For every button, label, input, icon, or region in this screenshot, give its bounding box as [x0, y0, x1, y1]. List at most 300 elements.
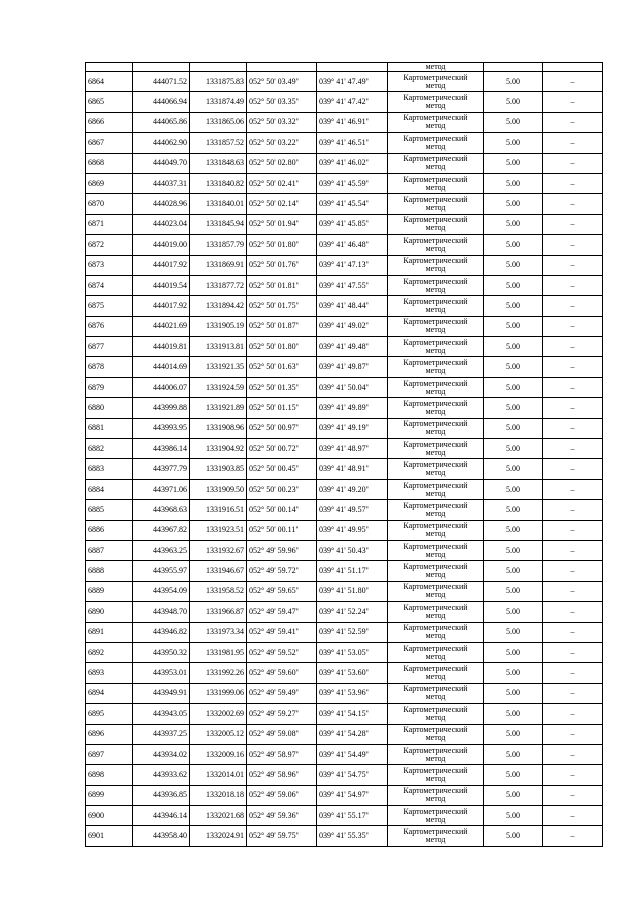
x-coordinate-cell: 443953.01 — [133, 663, 190, 683]
cell-empty — [317, 63, 388, 72]
cell-empty — [484, 63, 543, 72]
y-coordinate-cell: 1331869.91 — [190, 255, 247, 275]
note-cell: – — [543, 337, 603, 357]
accuracy-cell: 5.00 — [484, 398, 543, 418]
method-line-2: метод — [425, 794, 446, 804]
accuracy-cell: 5.00 — [484, 704, 543, 724]
method-line-1: Картометрический — [403, 358, 468, 368]
x-coordinate-cell: 444037.31 — [133, 173, 190, 193]
accuracy-cell: 5.00 — [484, 561, 543, 581]
x-coordinate-cell: 444014.69 — [133, 357, 190, 377]
accuracy-cell: 5.00 — [484, 540, 543, 560]
method-line-1: Картометрический — [403, 623, 468, 633]
table-row — [86, 704, 603, 724]
longitude-cell: 039° 41' 45.59" — [317, 173, 388, 193]
method-line-1: Картометрический — [403, 500, 468, 510]
x-coordinate-cell: 444028.96 — [133, 194, 190, 214]
method-line-2: метод — [425, 733, 446, 743]
x-coordinate-cell: 444019.54 — [133, 275, 190, 295]
method-line-2: метод — [425, 427, 446, 437]
x-coordinate-cell: 444049.70 — [133, 153, 190, 173]
accuracy-cell: 5.00 — [484, 316, 543, 336]
method-line-2: метод — [425, 325, 446, 335]
accuracy-cell: 5.00 — [484, 194, 543, 214]
method-cell — [388, 500, 484, 520]
method-line-1: Картометрический — [403, 725, 468, 735]
method-line-1: Картометрический — [403, 296, 468, 306]
y-coordinate-cell: 1331877.72 — [190, 275, 247, 295]
latitude-cell: 052° 50' 01.80" — [247, 235, 317, 255]
table-row — [86, 296, 603, 316]
y-coordinate-cell: 1331857.52 — [190, 133, 247, 153]
x-coordinate-cell: 443950.32 — [133, 642, 190, 662]
latitude-cell: 052° 50' 00.14" — [247, 500, 317, 520]
cell-empty — [543, 63, 603, 72]
method-line-1: Картометрический — [403, 786, 468, 796]
latitude-cell: 052° 49' 59.52" — [247, 642, 317, 662]
table-row — [86, 377, 603, 397]
note-cell: – — [543, 581, 603, 601]
y-coordinate-cell: 1331958.52 — [190, 581, 247, 601]
point-number-cell: 6878 — [86, 357, 133, 377]
method-line-1: Картометрический — [403, 398, 468, 408]
method-line-1: Картометрический — [403, 582, 468, 592]
method-line-2: метод — [425, 345, 446, 355]
method-line-2: метод — [425, 304, 446, 314]
y-coordinate-cell: 1332014.01 — [190, 765, 247, 785]
method-line-2: метод — [425, 651, 446, 661]
method-line-1: Картометрический — [403, 419, 468, 429]
method-line-2: метод — [425, 162, 446, 172]
longitude-cell: 039° 41' 47.55" — [317, 275, 388, 295]
accuracy-cell: 5.00 — [484, 744, 543, 764]
point-number-cell: 6889 — [86, 581, 133, 601]
point-number-cell: 6866 — [86, 112, 133, 132]
point-number-cell: 6869 — [86, 173, 133, 193]
method-line-2: метод — [425, 406, 446, 416]
y-coordinate-cell: 1332002.69 — [190, 704, 247, 724]
method-line-2: метод — [425, 101, 446, 111]
method-line-2: метод — [425, 203, 446, 213]
latitude-cell: 052° 50' 02.14" — [247, 194, 317, 214]
accuracy-cell: 5.00 — [484, 173, 543, 193]
method-cell — [388, 724, 484, 744]
longitude-cell: 039° 41' 55.17" — [317, 806, 388, 826]
y-coordinate-cell: 1331999.06 — [190, 683, 247, 703]
longitude-cell: 039° 41' 47.49" — [317, 72, 388, 92]
method-line-2: метод — [425, 814, 446, 824]
method-line-1: Картометрический — [403, 174, 468, 184]
x-coordinate-cell: 443963.25 — [133, 540, 190, 560]
method-line-2: метод — [425, 264, 446, 274]
longitude-cell: 039° 41' 45.54" — [317, 194, 388, 214]
note-cell: – — [543, 642, 603, 662]
x-coordinate-cell: 444066.94 — [133, 92, 190, 112]
x-coordinate-cell: 443955.97 — [133, 561, 190, 581]
accuracy-cell: 5.00 — [484, 479, 543, 499]
method-line-2: метод — [425, 753, 446, 763]
table-row — [86, 561, 603, 581]
point-number-cell: 6886 — [86, 520, 133, 540]
latitude-cell: 052° 49' 59.49" — [247, 683, 317, 703]
method-line-2: метод — [425, 243, 446, 253]
latitude-cell: 052° 49' 59.08" — [247, 724, 317, 744]
table-row — [86, 826, 603, 846]
longitude-cell: 039° 41' 48.91" — [317, 459, 388, 479]
y-coordinate-cell: 1331905.19 — [190, 316, 247, 336]
method-line-1: Картометрический — [403, 215, 468, 225]
x-coordinate-cell: 444019.00 — [133, 235, 190, 255]
method-cell — [388, 357, 484, 377]
longitude-cell: 039° 41' 49.02" — [317, 316, 388, 336]
latitude-cell: 052° 49' 59.96" — [247, 540, 317, 560]
point-number-cell: 6891 — [86, 622, 133, 642]
table-row — [86, 642, 603, 662]
method-line-2: метод — [425, 570, 446, 580]
table-row — [86, 683, 603, 703]
method-line-2: метод — [425, 610, 446, 620]
continuation-method-cell: метод — [388, 63, 484, 72]
table-row — [86, 581, 603, 601]
longitude-cell: 039° 41' 49.95" — [317, 520, 388, 540]
method-line-1: Картометрический — [403, 541, 468, 551]
method-cell — [388, 418, 484, 438]
table-row — [86, 500, 603, 520]
note-cell: – — [543, 255, 603, 275]
x-coordinate-cell: 443971.06 — [133, 479, 190, 499]
point-number-cell: 6899 — [86, 785, 133, 805]
note-cell: – — [543, 418, 603, 438]
x-coordinate-cell: 444021.69 — [133, 316, 190, 336]
latitude-cell: 052° 50' 01.81" — [247, 275, 317, 295]
y-coordinate-cell: 1331992.26 — [190, 663, 247, 683]
method-cell — [388, 214, 484, 234]
y-coordinate-cell: 1331916.51 — [190, 500, 247, 520]
table-row — [86, 316, 603, 336]
method-cell — [388, 561, 484, 581]
y-coordinate-cell: 1331894.42 — [190, 296, 247, 316]
x-coordinate-cell: 443986.14 — [133, 439, 190, 459]
accuracy-cell: 5.00 — [484, 133, 543, 153]
latitude-cell: 052° 49' 59.72" — [247, 561, 317, 581]
note-cell: – — [543, 540, 603, 560]
note-cell: – — [543, 479, 603, 499]
point-number-cell: 6896 — [86, 724, 133, 744]
y-coordinate-cell: 1331874.49 — [190, 92, 247, 112]
latitude-cell: 052° 50' 01.75" — [247, 296, 317, 316]
method-line-1: Картометрический — [403, 806, 468, 816]
cell-empty — [190, 63, 247, 72]
note-cell: – — [543, 153, 603, 173]
method-line-1: Картометрический — [403, 195, 468, 205]
method-cell — [388, 316, 484, 336]
latitude-cell: 052° 50' 03.22" — [247, 133, 317, 153]
longitude-cell: 039° 41' 54.75" — [317, 765, 388, 785]
method-line-1: Картометрический — [403, 765, 468, 775]
latitude-cell: 052° 49' 59.27" — [247, 704, 317, 724]
note-cell: – — [543, 439, 603, 459]
table-row — [86, 806, 603, 826]
table-row — [86, 235, 603, 255]
table-row — [86, 744, 603, 764]
table-row — [86, 133, 603, 153]
method-cell — [388, 744, 484, 764]
note-cell: – — [543, 173, 603, 193]
longitude-cell: 039° 41' 54.49" — [317, 744, 388, 764]
point-number-cell: 6898 — [86, 765, 133, 785]
accuracy-cell: 5.00 — [484, 581, 543, 601]
table-row — [86, 765, 603, 785]
table-row — [86, 520, 603, 540]
table-row — [86, 255, 603, 275]
y-coordinate-cell: 1331904.92 — [190, 439, 247, 459]
method-cell — [388, 72, 484, 92]
x-coordinate-cell: 443999.88 — [133, 398, 190, 418]
coordinates-table — [85, 62, 603, 847]
longitude-cell: 039° 41' 53.05" — [317, 642, 388, 662]
method-cell — [388, 622, 484, 642]
x-coordinate-cell: 444006.07 — [133, 377, 190, 397]
method-cell — [388, 296, 484, 316]
point-number-cell: 6881 — [86, 418, 133, 438]
note-cell: – — [543, 500, 603, 520]
longitude-cell: 039° 41' 48.97" — [317, 439, 388, 459]
longitude-cell: 039° 41' 50.04" — [317, 377, 388, 397]
method-cell — [388, 459, 484, 479]
accuracy-cell: 5.00 — [484, 275, 543, 295]
y-coordinate-cell: 1331840.82 — [190, 173, 247, 193]
note-cell: – — [543, 316, 603, 336]
y-coordinate-cell: 1331973.34 — [190, 622, 247, 642]
x-coordinate-cell: 443936.85 — [133, 785, 190, 805]
note-cell: – — [543, 133, 603, 153]
x-coordinate-cell: 444065.86 — [133, 112, 190, 132]
table-row — [86, 663, 603, 683]
longitude-cell: 039° 41' 49.20" — [317, 479, 388, 499]
table-row — [86, 357, 603, 377]
method-cell — [388, 806, 484, 826]
latitude-cell: 052° 50' 00.72" — [247, 439, 317, 459]
accuracy-cell: 5.00 — [484, 357, 543, 377]
method-line-1: Картометрический — [403, 235, 468, 245]
note-cell: – — [543, 357, 603, 377]
method-cell — [388, 92, 484, 112]
method-line-2: метод — [425, 366, 446, 376]
point-number-cell: 6867 — [86, 133, 133, 153]
table-row — [86, 275, 603, 295]
method-cell — [388, 377, 484, 397]
accuracy-cell: 5.00 — [484, 92, 543, 112]
point-number-cell: 6874 — [86, 275, 133, 295]
accuracy-cell: 5.00 — [484, 826, 543, 846]
y-coordinate-cell: 1331923.51 — [190, 520, 247, 540]
point-number-cell: 6894 — [86, 683, 133, 703]
method-cell — [388, 398, 484, 418]
point-number-cell: 6884 — [86, 479, 133, 499]
latitude-cell: 052° 49' 58.97" — [247, 744, 317, 764]
point-number-cell: 6895 — [86, 704, 133, 724]
method-cell — [388, 540, 484, 560]
x-coordinate-cell: 443946.82 — [133, 622, 190, 642]
method-line-1: Картометрический — [403, 276, 468, 286]
y-coordinate-cell: 1331857.79 — [190, 235, 247, 255]
method-line-1: Картометрический — [403, 113, 468, 123]
y-coordinate-cell: 1331913.81 — [190, 337, 247, 357]
longitude-cell: 039° 41' 53.96" — [317, 683, 388, 703]
table-row — [86, 173, 603, 193]
point-number-cell: 6875 — [86, 296, 133, 316]
accuracy-cell: 5.00 — [484, 602, 543, 622]
method-cell — [388, 133, 484, 153]
method-line-2: метод — [425, 631, 446, 641]
latitude-cell: 052° 50' 01.94" — [247, 214, 317, 234]
y-coordinate-cell: 1331909.50 — [190, 479, 247, 499]
x-coordinate-cell: 443993.95 — [133, 418, 190, 438]
cell-empty — [133, 63, 190, 72]
method-cell — [388, 520, 484, 540]
point-number-cell: 6876 — [86, 316, 133, 336]
note-cell: – — [543, 683, 603, 703]
method-line-2: метод — [425, 672, 446, 682]
point-number-cell: 6888 — [86, 561, 133, 581]
longitude-cell: 039° 41' 47.42" — [317, 92, 388, 112]
x-coordinate-cell: 444019.81 — [133, 337, 190, 357]
longitude-cell: 039° 41' 54.28" — [317, 724, 388, 744]
method-line-1: Картометрический — [403, 827, 468, 837]
y-coordinate-cell: 1332021.68 — [190, 806, 247, 826]
table-row — [86, 602, 603, 622]
accuracy-cell: 5.00 — [484, 724, 543, 744]
x-coordinate-cell: 444071.52 — [133, 72, 190, 92]
latitude-cell: 052° 50' 00.11" — [247, 520, 317, 540]
accuracy-cell: 5.00 — [484, 459, 543, 479]
cell-empty — [86, 63, 133, 72]
y-coordinate-cell: 1331966.87 — [190, 602, 247, 622]
method-line-1: Картометрический — [403, 664, 468, 674]
y-coordinate-cell: 1331848.63 — [190, 153, 247, 173]
longitude-cell: 039° 41' 46.51" — [317, 133, 388, 153]
note-cell: – — [543, 704, 603, 724]
x-coordinate-cell: 443946.14 — [133, 806, 190, 826]
longitude-cell: 039° 41' 48.44" — [317, 296, 388, 316]
table-row — [86, 112, 603, 132]
table-row — [86, 459, 603, 479]
method-line-2: метод — [425, 121, 446, 131]
table-row — [86, 439, 603, 459]
note-cell: – — [543, 622, 603, 642]
table-row — [86, 337, 603, 357]
longitude-cell: 039° 41' 52.24" — [317, 602, 388, 622]
point-number-cell: 6868 — [86, 153, 133, 173]
method-line-2: метод — [425, 549, 446, 559]
x-coordinate-cell: 443954.09 — [133, 581, 190, 601]
point-number-cell: 6900 — [86, 806, 133, 826]
latitude-cell: 052° 49' 59.65" — [247, 581, 317, 601]
longitude-cell: 039° 41' 49.19" — [317, 418, 388, 438]
method-line-2: метод — [425, 468, 446, 478]
accuracy-cell: 5.00 — [484, 214, 543, 234]
longitude-cell: 039° 41' 46.91" — [317, 112, 388, 132]
accuracy-cell: 5.00 — [484, 642, 543, 662]
latitude-cell: 052° 50' 02.41" — [247, 173, 317, 193]
method-cell — [388, 194, 484, 214]
method-cell — [388, 255, 484, 275]
table-row — [86, 214, 603, 234]
latitude-cell: 052° 50' 01.80" — [247, 337, 317, 357]
accuracy-cell: 5.00 — [484, 622, 543, 642]
latitude-cell: 052° 50' 00.23" — [247, 479, 317, 499]
method-line-1: Картометрический — [403, 337, 468, 347]
accuracy-cell: 5.00 — [484, 806, 543, 826]
x-coordinate-cell: 444062.90 — [133, 133, 190, 153]
method-line-1: Картометрический — [403, 602, 468, 612]
longitude-cell: 039° 41' 54.15" — [317, 704, 388, 724]
method-line-2: метод — [425, 141, 446, 151]
longitude-cell: 039° 41' 53.60" — [317, 663, 388, 683]
longitude-cell: 039° 41' 49.87" — [317, 357, 388, 377]
y-coordinate-cell: 1331845.94 — [190, 214, 247, 234]
y-coordinate-cell: 1331932.67 — [190, 540, 247, 560]
note-cell: – — [543, 235, 603, 255]
note-cell: – — [543, 724, 603, 744]
method-line-1: Картометрический — [403, 154, 468, 164]
x-coordinate-cell: 443933.62 — [133, 765, 190, 785]
method-line-1: Картометрический — [403, 133, 468, 143]
method-line-1: Картометрический — [403, 643, 468, 653]
point-number-cell: 6897 — [86, 744, 133, 764]
y-coordinate-cell: 1332018.18 — [190, 785, 247, 805]
point-number-cell: 6873 — [86, 255, 133, 275]
table-row — [86, 724, 603, 744]
x-coordinate-cell: 444017.92 — [133, 296, 190, 316]
x-coordinate-cell: 444023.04 — [133, 214, 190, 234]
note-cell: – — [543, 663, 603, 683]
method-line-2: метод — [425, 182, 446, 192]
x-coordinate-cell: 443943.05 — [133, 704, 190, 724]
table-row — [86, 194, 603, 214]
x-coordinate-cell: 444017.92 — [133, 255, 190, 275]
point-number-cell: 6892 — [86, 642, 133, 662]
method-line-2: метод — [425, 284, 446, 294]
x-coordinate-cell: 443958.40 — [133, 826, 190, 846]
method-line-1: Картометрический — [403, 745, 468, 755]
method-line-1: Картометрический — [403, 521, 468, 531]
y-coordinate-cell: 1331924.59 — [190, 377, 247, 397]
table-row — [86, 540, 603, 560]
latitude-cell: 052° 49' 58.96" — [247, 765, 317, 785]
method-cell — [388, 581, 484, 601]
note-cell: – — [543, 275, 603, 295]
method-cell — [388, 275, 484, 295]
method-cell — [388, 235, 484, 255]
method-line-1: Картометрический — [403, 72, 468, 82]
method-cell — [388, 602, 484, 622]
y-coordinate-cell: 1332009.16 — [190, 744, 247, 764]
method-line-2: метод — [425, 590, 446, 600]
method-line-1: Картометрический — [403, 704, 468, 714]
cell-empty — [247, 63, 317, 72]
method-cell — [388, 683, 484, 703]
table-row — [86, 418, 603, 438]
accuracy-cell: 5.00 — [484, 153, 543, 173]
x-coordinate-cell: 443948.70 — [133, 602, 190, 622]
y-coordinate-cell: 1331921.35 — [190, 357, 247, 377]
x-coordinate-cell: 443937.25 — [133, 724, 190, 744]
latitude-cell: 052° 49' 59.75" — [247, 826, 317, 846]
note-cell: – — [543, 785, 603, 805]
method-line-2: метод — [425, 773, 446, 783]
note-cell: – — [543, 806, 603, 826]
